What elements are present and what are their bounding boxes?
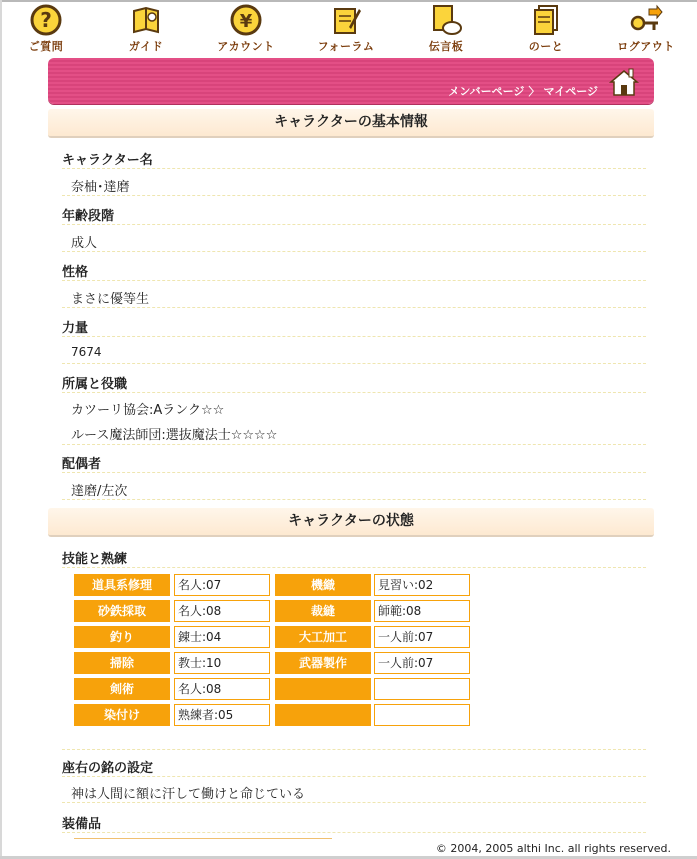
spouse-label: 配偶者	[62, 457, 102, 472]
nav-label: アカウント	[217, 40, 275, 53]
message-board-icon	[429, 3, 463, 37]
affiliation-value: カツーリ協会:Aランク☆☆	[71, 403, 225, 418]
nav-item-message-board[interactable]	[401, 3, 491, 54]
divider	[62, 802, 646, 803]
window-left-border	[0, 0, 2, 859]
nav-item-question[interactable]	[1, 3, 91, 54]
notebook-icon	[529, 3, 563, 37]
motto-value: 神は人間に額に汗して働けと命じている	[71, 787, 306, 802]
question-icon	[29, 3, 63, 37]
skill-level-cell: 一人前:07	[374, 652, 470, 674]
breadcrumb-mypage: マイページ	[543, 85, 598, 98]
skill-level-cell: 教士:10	[174, 652, 270, 674]
copyright: © 2004, 2005 althi Inc. all rights reserved.	[435, 842, 671, 855]
divider	[62, 251, 646, 252]
divider	[62, 832, 646, 833]
skill-name-cell: 釣り	[74, 626, 170, 648]
skill-name-cell: 砂鉄採取	[74, 600, 170, 622]
nav-label: 伝言板	[428, 40, 464, 53]
age-stage-value: 成人	[71, 236, 98, 251]
skill-name-cell: 裁縫	[275, 600, 371, 622]
svg-text:¥: ¥	[239, 11, 253, 32]
skill-level-cell: 見習い:02	[374, 574, 470, 596]
divider	[62, 195, 646, 196]
divider	[62, 567, 646, 568]
divider	[62, 280, 646, 281]
skill-level-cell: 師範:08	[374, 600, 470, 622]
divider	[62, 444, 646, 445]
nav-item-guide[interactable]	[101, 3, 191, 54]
skill-level-cell: 一人前:07	[374, 626, 470, 648]
breadcrumb-member-link[interactable]: メンバーページ	[448, 85, 525, 98]
skill-level-cell: 錬士:04	[174, 626, 270, 648]
divider	[62, 336, 646, 337]
skill-name-cell	[275, 678, 371, 700]
nav-label: のーと	[528, 40, 564, 53]
nav-item-account[interactable]	[201, 3, 291, 54]
character-name-label: キャラクター名	[62, 153, 153, 168]
divider	[62, 749, 646, 750]
age-stage-label: 年齢段階	[62, 209, 115, 224]
section-basic-info-header: キャラクターの基本情報	[48, 109, 654, 138]
yen-coin-icon	[229, 3, 263, 37]
divider	[62, 363, 646, 364]
top-navigation	[0, 3, 697, 55]
nav-item-logout[interactable]	[601, 3, 691, 54]
page-banner	[48, 58, 654, 104]
power-value: 7674	[71, 345, 102, 359]
nav-item-forum[interactable]	[301, 3, 391, 54]
skill-name-cell: 染付け	[74, 704, 170, 726]
skill-name-cell: 武器製作	[275, 652, 371, 674]
power-label: 力量	[62, 321, 89, 336]
motto-label: 座右の銘の設定	[62, 761, 154, 776]
forum-pen-icon	[329, 3, 363, 37]
nav-label: ログアウト	[617, 40, 675, 53]
skills-label: 技能と熟練	[62, 552, 128, 567]
personality-label: 性格	[62, 265, 89, 280]
skill-level-cell: 名人:08	[174, 600, 270, 622]
character-name-value: 奈柚･達磨	[71, 180, 130, 195]
skill-name-cell: 機織	[275, 574, 371, 596]
breadcrumb-separator: 〉	[528, 85, 540, 98]
affiliation-value: ルース魔法師団:選抜魔法士☆☆☆☆	[71, 428, 278, 443]
skill-level-cell	[374, 704, 470, 726]
window-top-border	[0, 0, 697, 2]
breadcrumb	[448, 83, 598, 99]
divider	[62, 307, 646, 308]
nav-item-note[interactable]	[501, 3, 591, 54]
skill-level-cell	[374, 678, 470, 700]
divider	[62, 472, 646, 473]
divider	[62, 168, 646, 169]
section-status-header: キャラクターの状態	[48, 508, 654, 537]
divider	[62, 224, 646, 225]
nav-label: ガイド	[128, 40, 164, 53]
nav-label: ご質問	[28, 40, 64, 53]
skill-name-cell: 掃除	[74, 652, 170, 674]
skill-name-cell: 大工加工	[275, 626, 371, 648]
skill-level-cell: 名人:07	[174, 574, 270, 596]
divider	[62, 499, 646, 500]
skill-name-cell: 剣術	[74, 678, 170, 700]
equipment-table-edge	[74, 838, 332, 839]
personality-value: まさに優等生	[71, 292, 150, 307]
guide-book-icon	[129, 3, 163, 37]
equipment-label: 装備品	[62, 817, 102, 832]
spouse-value: 達磨/左次	[71, 484, 128, 499]
nav-label: フォーラム	[317, 40, 375, 53]
svg-text:?: ?	[40, 8, 52, 32]
house-icon	[608, 66, 640, 98]
logout-key-icon	[629, 3, 663, 37]
skill-name-cell: 道具系修理	[74, 574, 170, 596]
affiliation-label: 所属と役職	[62, 377, 128, 392]
divider	[62, 392, 646, 393]
skill-level-cell: 熟練者:05	[174, 704, 270, 726]
divider	[62, 776, 646, 777]
skill-level-cell: 名人:08	[174, 678, 270, 700]
skill-name-cell	[275, 704, 371, 726]
